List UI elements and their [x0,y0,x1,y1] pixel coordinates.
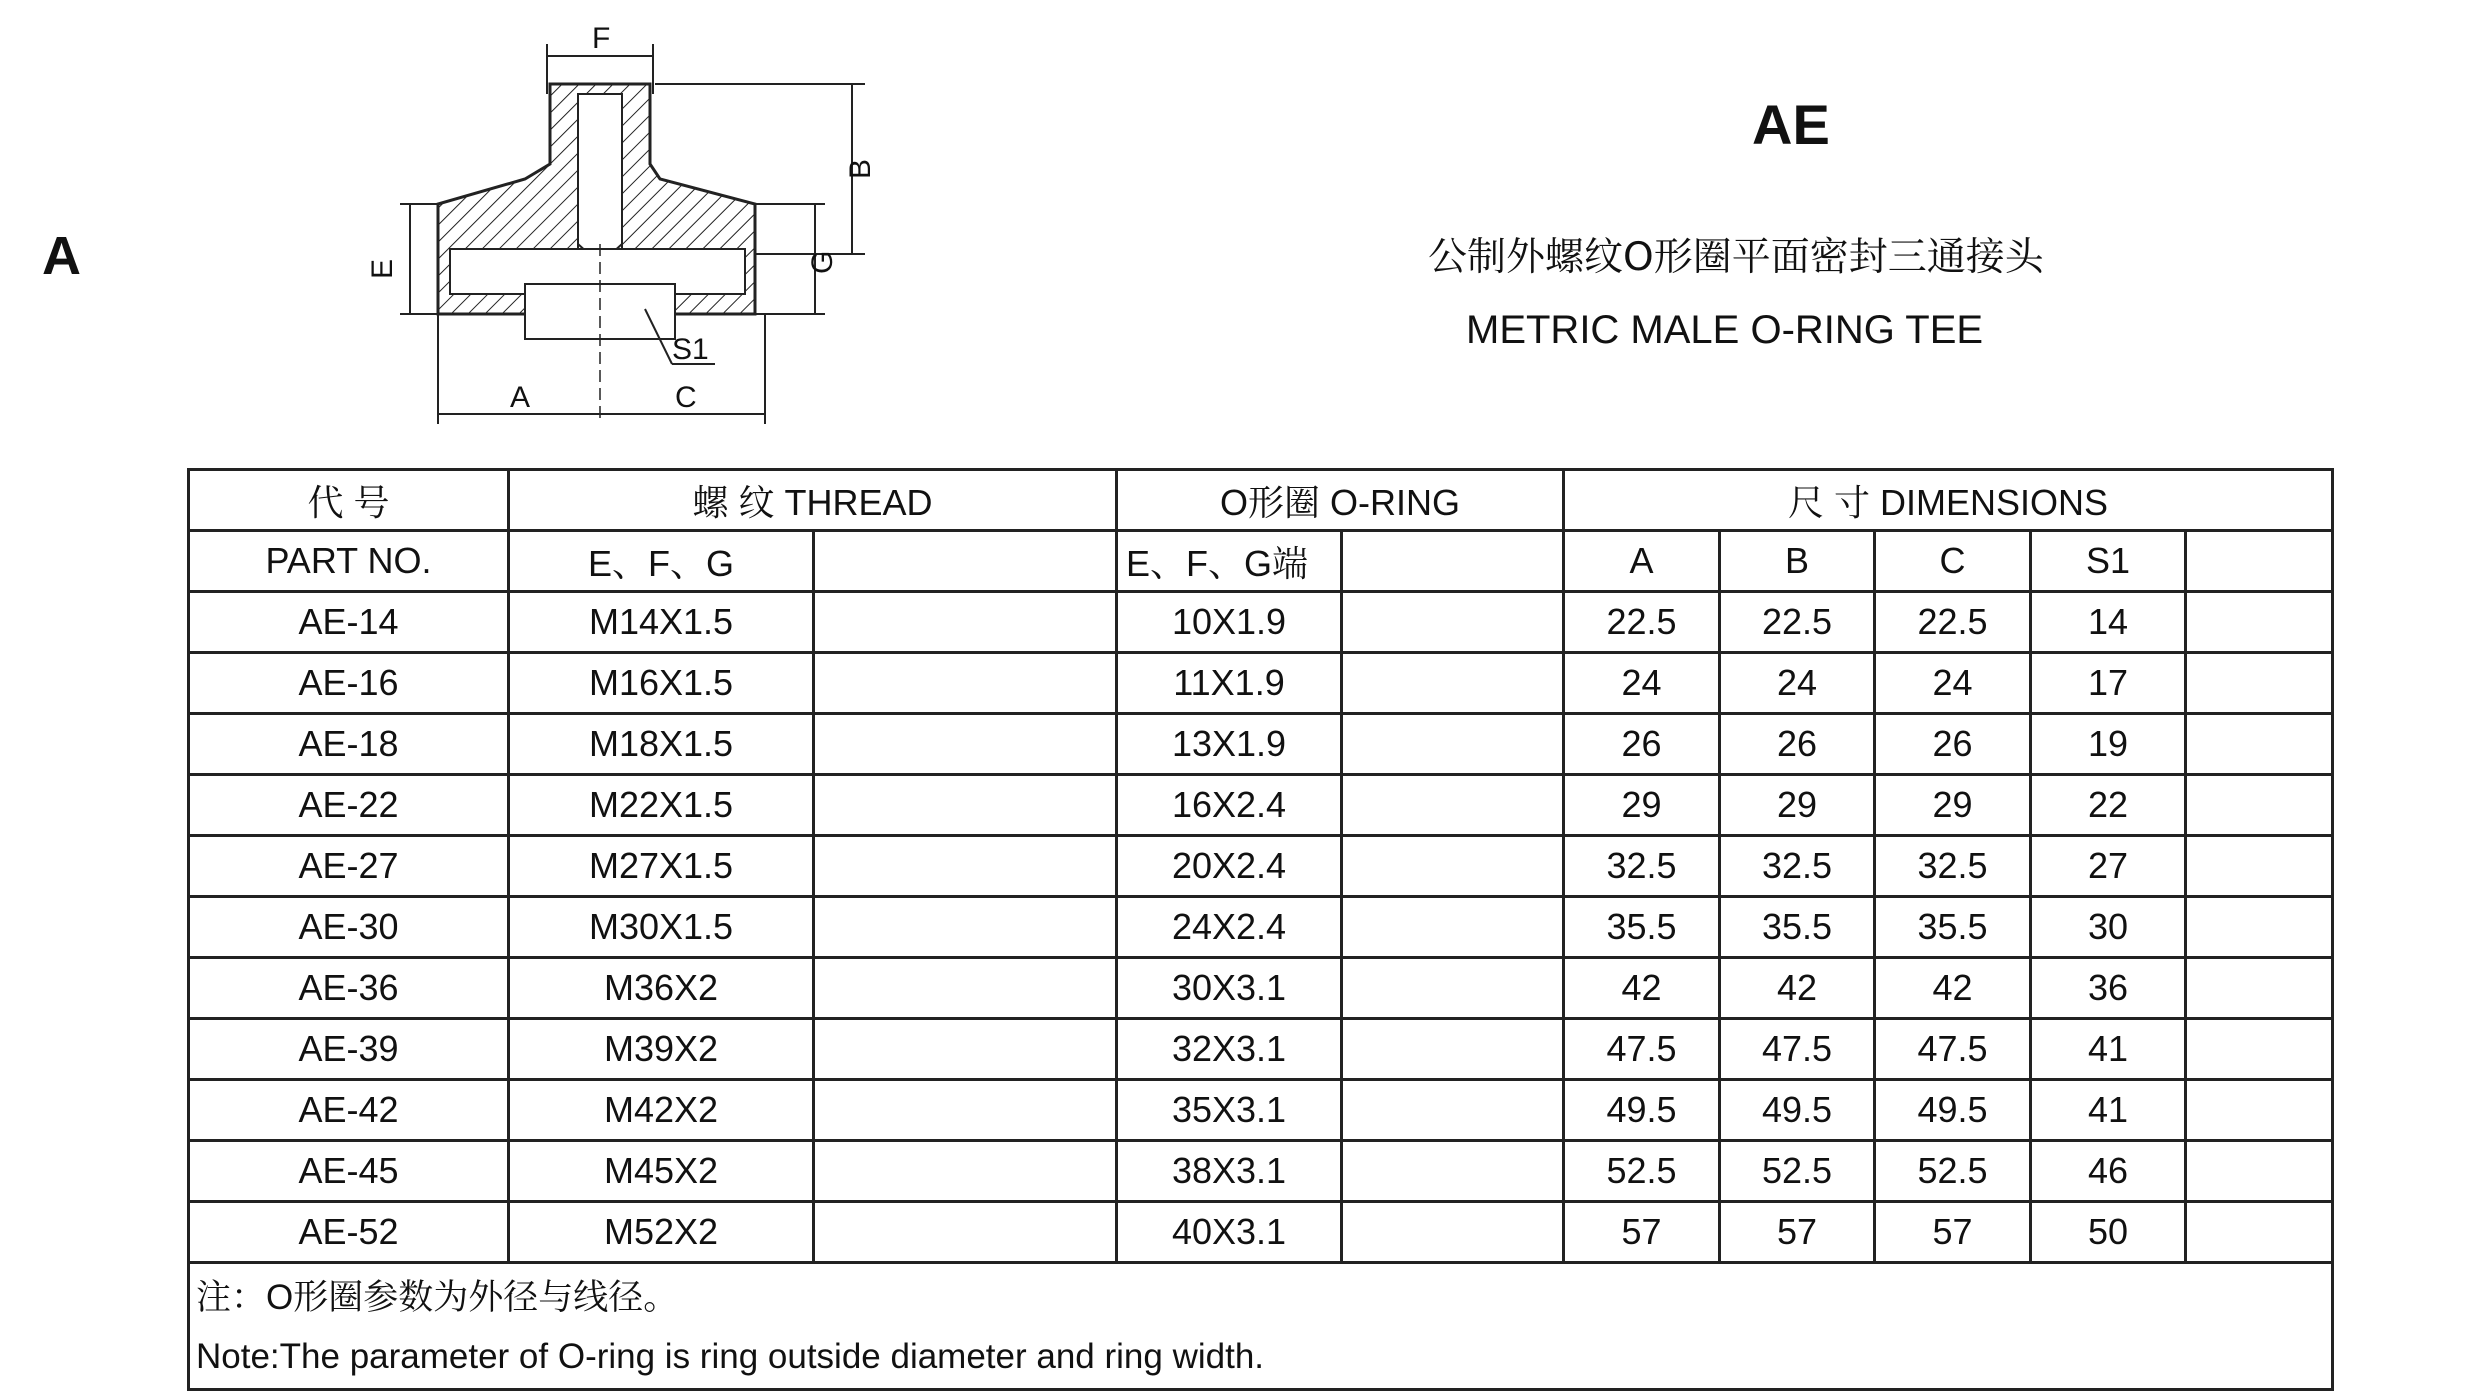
cell-b: 35.5 [1720,897,1875,958]
dim-label-e: E [366,258,399,279]
table-row [189,958,2333,1019]
product-code-title: AE [1752,93,1830,156]
cell-c: 22.5 [1875,592,2031,653]
cell-blank [1342,592,1564,653]
cell-part: AE-45 [189,1141,509,1202]
cell-part: AE-52 [189,1202,509,1263]
cell-part: AE-27 [189,836,509,897]
cell-part: AE-30 [189,897,509,958]
cell-b: 26 [1720,714,1875,775]
header-thread: 螺 纹 THREAD [509,470,1117,531]
table-row [189,1019,2333,1080]
cell-oring: 35X3.1 [1117,1080,1342,1141]
cell-blank [2186,1080,2333,1141]
specification-table [187,468,2334,1391]
cell-c: 42 [1875,958,2031,1019]
table-row [189,653,2333,714]
cell-blank [814,958,1117,1019]
cell-b: 32.5 [1720,836,1875,897]
cell-blank [814,775,1117,836]
cell-thread: M14X1.5 [509,592,814,653]
cell-a: 57 [1564,1202,1720,1263]
cell-blank [814,1080,1117,1141]
cell-s1: 41 [2031,1019,2186,1080]
cell-blank [814,653,1117,714]
header-dim-s1: S1 [2031,531,2186,592]
cell-c: 29 [1875,775,2031,836]
cell-thread: M45X2 [509,1141,814,1202]
cell-c: 35.5 [1875,897,2031,958]
cell-b: 47.5 [1720,1019,1875,1080]
cell-thread: M18X1.5 [509,714,814,775]
cell-blank [814,1141,1117,1202]
cell-a: 29 [1564,775,1720,836]
cell-oring: 32X3.1 [1117,1019,1342,1080]
cell-blank [1342,897,1564,958]
cell-s1: 27 [2031,836,2186,897]
cell-a: 49.5 [1564,1080,1720,1141]
cell-part: AE-39 [189,1019,509,1080]
cell-thread: M16X1.5 [509,653,814,714]
dim-label-b: B [844,158,877,179]
cell-part: AE-22 [189,775,509,836]
cell-b: 22.5 [1720,592,1875,653]
tee-fitting-drawing [360,14,920,434]
dim-label-s1: S1 [672,333,709,366]
cell-part: AE-16 [189,653,509,714]
cell-blank [814,1202,1117,1263]
cell-c: 52.5 [1875,1141,2031,1202]
cell-blank [1342,836,1564,897]
cell-oring: 11X1.9 [1117,653,1342,714]
cell-s1: 22 [2031,775,2186,836]
cell-thread: M22X1.5 [509,775,814,836]
note-row-en [189,1326,2333,1390]
cell-part: AE-14 [189,592,509,653]
cell-a: 42 [1564,958,1720,1019]
table-row [189,1202,2333,1263]
cell-blank [2186,836,2333,897]
cell-s1: 30 [2031,897,2186,958]
cell-b: 29 [1720,775,1875,836]
table-row [189,592,2333,653]
cell-thread: M39X2 [509,1019,814,1080]
header-oring-blank [1342,531,1564,592]
header-oring-sub: E、F、G端 [1117,531,1342,592]
cell-oring: 30X3.1 [1117,958,1342,1019]
cell-oring: 16X2.4 [1117,775,1342,836]
cell-a: 26 [1564,714,1720,775]
dim-label-g: G [806,250,839,274]
cell-blank [814,1019,1117,1080]
cell-a: 22.5 [1564,592,1720,653]
table-row [189,1080,2333,1141]
note-english: Note:The parameter of O-ring is ring outside diameter and ring width. [189,1326,2333,1390]
cell-a: 24 [1564,653,1720,714]
cell-part: AE-18 [189,714,509,775]
cell-blank [2186,592,2333,653]
title-english: METRIC MALE O-RING TEE [1466,308,1984,352]
note-row-cn [189,1263,2333,1327]
header-thread-sub: E、F、G [509,531,814,592]
cell-blank [1342,653,1564,714]
cell-blank [1342,1080,1564,1141]
note-chinese: 注：O形圈参数为外径与线径。 [189,1263,2333,1327]
table-header-row-1 [189,470,2333,531]
cell-c: 26 [1875,714,2031,775]
cell-blank [2186,1019,2333,1080]
dim-label-f: F [592,22,611,55]
cell-c: 57 [1875,1202,2031,1263]
table-row [189,836,2333,897]
table-row [189,775,2333,836]
cell-blank [1342,1141,1564,1202]
cell-blank [814,714,1117,775]
cell-oring: 20X2.4 [1117,836,1342,897]
header-thread-blank [814,531,1117,592]
cell-a: 35.5 [1564,897,1720,958]
cell-blank [814,836,1117,897]
cell-oring: 13X1.9 [1117,714,1342,775]
cell-blank [2186,775,2333,836]
cell-s1: 17 [2031,653,2186,714]
cell-blank [1342,775,1564,836]
cell-thread: M42X2 [509,1080,814,1141]
cell-oring: 10X1.9 [1117,592,1342,653]
cell-s1: 41 [2031,1080,2186,1141]
dim-label-c: C [675,381,697,414]
cell-s1: 46 [2031,1141,2186,1202]
cell-b: 24 [1720,653,1875,714]
cell-b: 49.5 [1720,1080,1875,1141]
cell-s1: 36 [2031,958,2186,1019]
table-header-row-2 [189,531,2333,592]
cell-blank [2186,1202,2333,1263]
section-letter: A [42,226,81,286]
cell-c: 47.5 [1875,1019,2031,1080]
cell-thread: M27X1.5 [509,836,814,897]
cell-b: 52.5 [1720,1141,1875,1202]
header-part-no: PART NO. [189,531,509,592]
cell-part: AE-36 [189,958,509,1019]
header-dim-c: C [1875,531,2031,592]
cell-c: 32.5 [1875,836,2031,897]
cell-thread: M36X2 [509,958,814,1019]
table-row [189,714,2333,775]
cell-c: 49.5 [1875,1080,2031,1141]
header-dim-a: A [1564,531,1720,592]
header-blank [2186,531,2333,592]
cell-blank [2186,714,2333,775]
cell-blank [2186,653,2333,714]
header-dimensions: 尺 寸 DIMENSIONS [1564,470,2333,531]
cell-oring: 38X3.1 [1117,1141,1342,1202]
cell-blank [1342,714,1564,775]
cell-a: 47.5 [1564,1019,1720,1080]
cell-s1: 14 [2031,592,2186,653]
cell-c: 24 [1875,653,2031,714]
cell-b: 42 [1720,958,1875,1019]
dim-label-a: A [510,381,531,414]
cell-blank [2186,958,2333,1019]
cell-part: AE-42 [189,1080,509,1141]
cell-a: 52.5 [1564,1141,1720,1202]
table-row [189,1141,2333,1202]
table-row [189,897,2333,958]
cell-blank [2186,897,2333,958]
cell-oring: 40X3.1 [1117,1202,1342,1263]
cell-s1: 50 [2031,1202,2186,1263]
cell-thread: M30X1.5 [509,897,814,958]
cell-blank [1342,958,1564,1019]
title-chinese: 公制外螺纹O形圈平面密封三通接头 [1428,235,2044,280]
cell-blank [1342,1202,1564,1263]
header-oring: O形圈 O-RING [1117,470,1564,531]
header-dim-b: B [1720,531,1875,592]
cell-blank [814,592,1117,653]
cell-b: 57 [1720,1202,1875,1263]
cell-oring: 24X2.4 [1117,897,1342,958]
cell-blank [814,897,1117,958]
header-part-cn: 代 号 [189,470,509,531]
cell-thread: M52X2 [509,1202,814,1263]
cell-s1: 19 [2031,714,2186,775]
cell-blank [2186,1141,2333,1202]
cell-blank [1342,1019,1564,1080]
cell-a: 32.5 [1564,836,1720,897]
